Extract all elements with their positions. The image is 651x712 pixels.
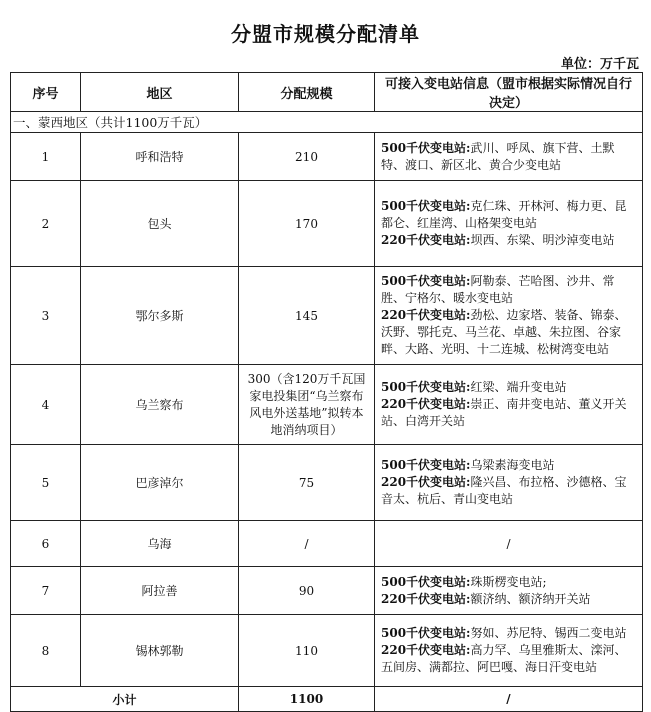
- row-scale: 210: [239, 133, 375, 181]
- row-no: 4: [11, 365, 81, 445]
- substation-line: [381, 625, 636, 642]
- voltage-label: 500千伏变电站:: [381, 274, 471, 288]
- substation-names: 阿勒泰、芒哈图、沙井、常胜、宁格尔、暖水变电站: [381, 274, 615, 305]
- total-scale: 1100: [239, 687, 375, 712]
- voltage-label: 220千伏变电站:: [381, 591, 471, 606]
- voltage-label: 500千伏变电站:: [381, 626, 471, 640]
- substation-names: 珠斯楞变电站;: [470, 574, 547, 589]
- row-no: 7: [11, 567, 81, 615]
- voltage-label: 220千伏变电站:: [381, 475, 471, 489]
- total-row: [11, 687, 643, 712]
- row-substation-info: /: [375, 521, 643, 567]
- row-substation-info: [375, 133, 643, 181]
- header-region: 地区: [81, 73, 239, 112]
- row-scale: 90: [239, 567, 375, 615]
- voltage-label: 220千伏变电站:: [381, 397, 471, 411]
- substation-names: 劲松、边家塔、装备、锦泰、沃野、鄂托克、马兰花、卓越、朱拉图、谷家畔、大路、光明、十二连城、松树湾变电站: [381, 308, 627, 356]
- row-scale: 75: [239, 445, 375, 521]
- substation-line: [381, 273, 636, 307]
- row-substation-info: [375, 181, 643, 267]
- row-substation-info: [375, 567, 643, 615]
- row-region: 阿拉善: [81, 567, 239, 615]
- page-title: 分盟市规模分配清单: [231, 22, 420, 46]
- substation-names: 高力罕、乌里雅斯太、滦河、五间房、满都拉、阿巴嘎、海日汗变电站: [381, 643, 627, 674]
- table-row: [11, 133, 643, 181]
- substation-names: 努如、苏尼特、锡西二变电站: [470, 626, 627, 640]
- row-no: 1: [11, 133, 81, 181]
- substation-line: [381, 232, 636, 249]
- row-substation-info: [375, 615, 643, 687]
- row-region: 乌海: [81, 521, 239, 567]
- row-no: 3: [11, 267, 81, 365]
- row-scale: 170: [239, 181, 375, 267]
- substation-line: [381, 574, 636, 591]
- row-region: 包头: [81, 181, 239, 267]
- substation-names: 隆兴昌、布拉格、沙德格、宝音太、杭后、青山变电站: [381, 475, 627, 506]
- header-no: 序号: [11, 73, 81, 112]
- table-row: [11, 267, 643, 365]
- voltage-label: 220千伏变电站:: [381, 643, 471, 657]
- voltage-label: 500千伏变电站:: [381, 199, 471, 213]
- table-row: [11, 445, 643, 521]
- row-no: 6: [11, 521, 81, 567]
- substation-line: [381, 198, 636, 232]
- section-row: [11, 112, 643, 133]
- row-region: 鄂尔多斯: [81, 267, 239, 365]
- substation-line: [381, 140, 636, 174]
- substation-line: [381, 379, 636, 396]
- header-scale: 分配规模: [239, 73, 375, 112]
- row-substation-info: [375, 365, 643, 445]
- total-info: /: [375, 687, 643, 712]
- row-no: 8: [11, 615, 81, 687]
- unit-label: 单位：万千瓦: [560, 57, 639, 72]
- voltage-label: 500千伏变电站:: [381, 140, 471, 155]
- total-label: 小计: [11, 687, 239, 712]
- voltage-label: 500千伏变电站:: [381, 380, 471, 394]
- substation-names: 崇正、南井变电站、董义开关站、白湾开关站: [381, 397, 627, 428]
- row-region: 乌兰察布: [81, 365, 239, 445]
- row-scale: 300（含120万千瓦国家电投集团“乌兰察布风电外送基地”拟转本地消纳项目）: [239, 365, 375, 445]
- substation-line: [381, 642, 636, 676]
- substation-line: [381, 591, 636, 608]
- row-region: 锡林郭勒: [81, 615, 239, 687]
- row-substation-info: [375, 267, 643, 365]
- substation-names: 坝西、东梁、明沙淖变电站: [470, 233, 615, 247]
- table-row: [11, 181, 643, 267]
- substation-line: [381, 396, 636, 430]
- header-substation-info: 可接入变电站信息（盟市根据实际情况自行决定）: [375, 73, 643, 112]
- row-scale: 145: [239, 267, 375, 365]
- voltage-label: 220千伏变电站:: [381, 233, 471, 247]
- table-row: [11, 521, 643, 567]
- table-row: [11, 615, 643, 687]
- section-title: 一、蒙西地区（共计1100万千瓦）: [11, 112, 643, 133]
- substation-names: 克仁珠、开林河、梅力更、昆都仑、红崖湾、山格架变电站: [381, 199, 627, 230]
- header-row: [11, 73, 643, 112]
- substation-names: 红梁、端升变电站: [470, 380, 567, 394]
- row-scale: 110: [239, 615, 375, 687]
- table-row: [11, 567, 643, 615]
- row-scale: /: [239, 521, 375, 567]
- row-no: 5: [11, 445, 81, 521]
- substation-line: [381, 307, 636, 358]
- substation-names: 乌梁素海变电站: [470, 458, 555, 472]
- substation-names: 武川、呼凤、旗下营、土默特、渡口、新区北、黄合少变电站: [381, 140, 615, 172]
- substation-line: [381, 474, 636, 508]
- voltage-label: 500千伏变电站:: [381, 574, 471, 589]
- allocation-table: [10, 72, 643, 712]
- substation-line: [381, 457, 636, 474]
- voltage-label: 220千伏变电站:: [381, 308, 471, 322]
- substation-names: 额济纳、额济纳开关站: [470, 591, 591, 606]
- row-region: 呼和浩特: [81, 133, 239, 181]
- table-row: [11, 365, 643, 445]
- row-region: 巴彦淖尔: [81, 445, 239, 521]
- voltage-label: 500千伏变电站:: [381, 458, 471, 472]
- row-substation-info: [375, 445, 643, 521]
- row-no: 2: [11, 181, 81, 267]
